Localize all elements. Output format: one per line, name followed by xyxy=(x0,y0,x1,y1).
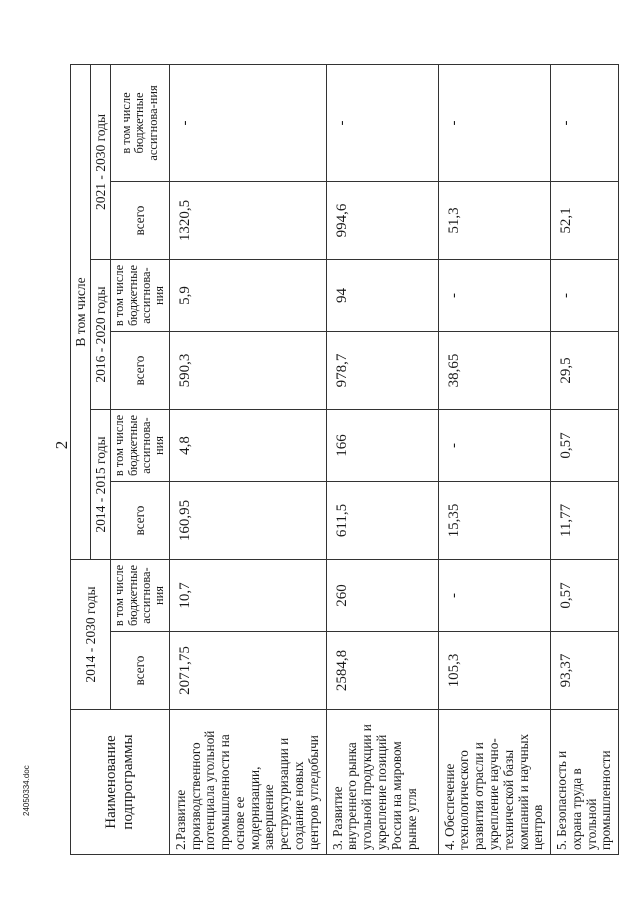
subprogram-name: 3. Развитие внутреннего рынка угольной продукции и укрепление позиций России на мировом рынке угля xyxy=(326,710,438,855)
value-budget-2014-2015: 166 xyxy=(326,410,438,482)
value-total-2016-2020: 978,7 xyxy=(326,332,438,410)
value-budget-2021-2030: - xyxy=(169,64,326,181)
value-total-2021-2030: 994,6 xyxy=(326,182,438,260)
header-budget: в том числе бюджетные ассигнова-ния xyxy=(111,260,170,332)
subprogram-funding-table xyxy=(70,64,619,855)
value-total-2021-2030: 52,1 xyxy=(551,182,619,260)
value-total-2014-2030: 2071,75 xyxy=(169,632,326,710)
value-budget-2021-2030: - xyxy=(551,64,619,181)
value-budget-2014-2015: 4,8 xyxy=(169,410,326,482)
value-budget-2016-2020: 94 xyxy=(326,260,438,332)
header-period-2021-2030: 2021 - 2030 годы xyxy=(91,64,111,259)
value-total-2014-2015: 160,95 xyxy=(169,482,326,560)
value-total-2016-2020: 590,3 xyxy=(169,332,326,410)
value-total-2014-2015: 611,5 xyxy=(326,482,438,560)
header-budget: в том числе бюджетные ассигнова-ния xyxy=(111,410,170,482)
header-budget: в том числе бюджетные ассигнова-ния xyxy=(111,560,170,632)
value-total-2021-2030: 1320,5 xyxy=(169,182,326,260)
table-row xyxy=(551,64,619,854)
value-budget-2016-2020: 5,9 xyxy=(169,260,326,332)
header-budget: в том числе бюджетные ассигнова-ния xyxy=(111,64,170,181)
value-budget-2014-2030: 10,7 xyxy=(169,560,326,632)
value-budget-2014-2030: 260 xyxy=(326,560,438,632)
table-row xyxy=(438,64,550,854)
value-budget-2016-2020: - xyxy=(551,260,619,332)
value-budget-2016-2020: - xyxy=(438,260,550,332)
document-footer: 24050334.doc xyxy=(22,765,31,816)
header-total: всего xyxy=(111,332,170,410)
table-row xyxy=(326,64,438,854)
value-budget-2021-2030: - xyxy=(326,64,438,181)
header-total: всего xyxy=(111,182,170,260)
header-period-total: 2014 - 2030 годы xyxy=(71,560,111,710)
table-row xyxy=(169,64,326,854)
value-total-2014-2030: 93,37 xyxy=(551,632,619,710)
header-total: всего xyxy=(111,632,170,710)
header-period-2014-2015: 2014 - 2015 годы xyxy=(91,410,111,560)
value-total-2016-2020: 38,65 xyxy=(438,332,550,410)
header-row-1 xyxy=(71,64,91,854)
subprogram-name: 4. Обеспечение технологического развития отрасли и укрепление научно-технической базы компаний и научных центров xyxy=(438,710,550,855)
value-total-2016-2020: 29,5 xyxy=(551,332,619,410)
value-budget-2014-2015: - xyxy=(438,410,550,482)
value-total-2014-2015: 15,35 xyxy=(438,482,550,560)
subprogram-name: 5. Безопасность и охрана труда в угольной промышленности xyxy=(551,710,619,855)
page-number: 2 xyxy=(52,440,71,450)
header-total: всего xyxy=(111,482,170,560)
value-budget-2014-2030: 0,57 xyxy=(551,560,619,632)
value-total-2014-2030: 105,3 xyxy=(438,632,550,710)
subprogram-name: 2.Развитие производственного потенциала угольной промышленности на основе ее модернизации, завершение реструктуризации и создание новых центров угледобычи xyxy=(169,710,326,855)
value-total-2021-2030: 51,3 xyxy=(438,182,550,260)
value-budget-2014-2030: - xyxy=(438,560,550,632)
header-in-that-number: В том числе xyxy=(71,64,91,559)
rotated-page-content xyxy=(70,65,614,855)
header-period-2016-2020: 2016 - 2020 годы xyxy=(91,260,111,410)
value-budget-2014-2015: 0,57 xyxy=(551,410,619,482)
value-total-2014-2015: 11,77 xyxy=(551,482,619,560)
value-budget-2021-2030: - xyxy=(438,64,550,181)
header-subprogram-name: Наименование подпрограммы xyxy=(71,710,170,855)
value-total-2014-2030: 2584,8 xyxy=(326,632,438,710)
